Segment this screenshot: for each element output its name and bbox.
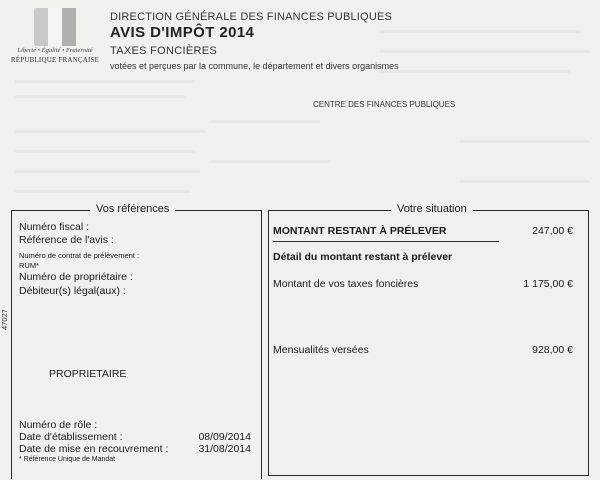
installments-paid-value: 928,00 € [532,344,573,356]
republic-logo [10,8,100,64]
property-tax-value: 1 175,00 € [523,278,573,290]
owner-name: PROPRIETAIRE [49,368,127,380]
direction-title: DIRECTION GÉNÉRALE DES FINANCES PUBLIQUES [110,11,393,23]
tax-centre-name: CENTRE DES FINANCES PUBLIQUES [313,100,456,109]
property-tax-label: Montant de vos taxes foncières [273,278,419,290]
republic-name: RÉPUBLIQUE FRANÇAISE [10,56,100,64]
situation-box [268,203,589,476]
fiscal-number-label: Numéro fiscal : [19,221,90,233]
debit-contract-label: Numéro de contrat de prélèvement : [19,251,140,260]
detail-heading: Détail du montant restant à prélever [273,251,453,263]
references-legend: Vos références [90,203,175,215]
establishment-date-value: 08/09/2014 [198,431,251,443]
roll-number-label: Numéro de rôle : [19,419,98,431]
rum-label: RUM* [19,261,39,270]
marianne-flag-icon [34,8,76,46]
legal-debtors-label: Débiteur(s) légal(aux) : [19,285,126,297]
remaining-amount-value: 247,00 € [532,225,573,237]
remaining-amount-label: MONTANT RESTANT À PRÉLEVER [273,225,447,237]
side-reference-number: 47027 [0,309,9,330]
owner-number-label: Numéro de propriétaire : [19,271,133,283]
establishment-date-label: Date d'établissement : [19,431,123,443]
notice-reference-label: Référence de l'avis : [19,234,114,246]
remaining-amount-rule [273,241,499,242]
collection-date-value: 31/08/2014 [198,443,251,455]
tax-description: votées et perçues par la commune, le département et divers organismes [110,61,399,71]
references-box [11,203,262,479]
installments-paid-label: Mensualités versées [273,344,369,356]
collection-date-label: Date de mise en recouvrement : [19,443,169,455]
situation-legend: Votre situation [391,203,473,215]
notice-title: AVIS D'IMPÔT 2014 [110,24,255,41]
rum-footnote: * Référence Unique de Mandat [19,456,116,463]
republic-motto: Liberté • Égalité • Fraternité [17,47,93,54]
tax-type-title: TAXES FONCIÈRES [110,45,217,57]
